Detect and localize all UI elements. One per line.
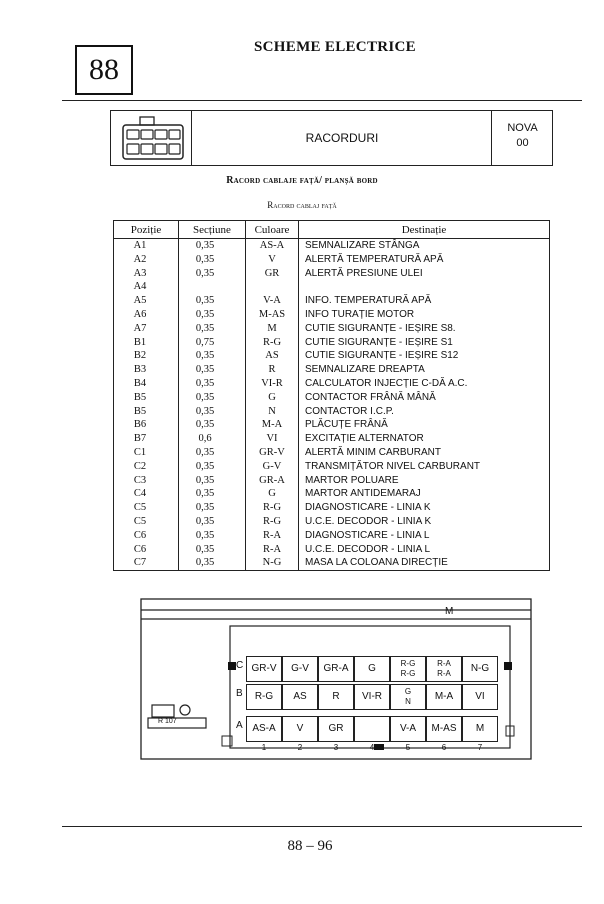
cell-section: 0,35 (179, 515, 246, 529)
connector-pin: GR (318, 716, 354, 742)
cell-destination: DIAGNOSTICARE - LINIA K (299, 501, 550, 515)
cell-section: 0,35 (179, 377, 246, 391)
cell-destination: CUTIE SIGURANȚE - IEȘIRE S12 (299, 349, 550, 363)
cell-section: 0,35 (179, 363, 246, 377)
header-color: Culoare (246, 221, 299, 239)
cell-color: N-G (246, 556, 299, 570)
connector-pin: N-G (462, 656, 498, 682)
cell-destination: INFO. TEMPERATURĂ APĂ (299, 294, 550, 308)
cell-position: B4 (114, 377, 179, 391)
table-row (114, 349, 550, 363)
cell-color: R-G (246, 336, 299, 350)
cell-destination: CALCULATOR INJECȚIE C-DĂ A.C. (299, 377, 550, 391)
table-row (114, 391, 550, 405)
table-row (114, 294, 550, 308)
table-row (114, 543, 550, 557)
cell-section: 0,35 (179, 529, 246, 543)
cell-position: B3 (114, 363, 179, 377)
cell-destination: EXCITAȚIE ALTERNATOR (299, 432, 550, 446)
table-row (114, 432, 550, 446)
table-row (114, 308, 550, 322)
cell-color: M-A (246, 418, 299, 432)
version-line-2: 00 (516, 137, 529, 149)
header-position: Poziție (114, 221, 179, 239)
table-row (114, 267, 550, 281)
cell-position: C6 (114, 543, 179, 557)
table-row (114, 322, 550, 336)
cell-section: 0,35 (179, 391, 246, 405)
cell-position: C1 (114, 446, 179, 460)
table-row (114, 405, 550, 419)
table-row (114, 529, 550, 543)
footer-page-number: 88 – 96 (287, 838, 333, 854)
cell-position: B6 (114, 418, 179, 432)
cell-position: A4 (114, 280, 179, 294)
version-cell (491, 111, 553, 165)
cell-destination: ALERTĂ TEMPERATURĂ APĂ (299, 253, 550, 267)
cell-position: B1 (114, 336, 179, 350)
column-number: 1 (261, 743, 267, 752)
cell-color: R-A (246, 543, 299, 557)
connector-pin: M (462, 716, 498, 742)
cell-color: AS-A (246, 239, 299, 253)
table-row (114, 336, 550, 350)
cell-destination: MARTOR POLUARE (299, 474, 550, 488)
cell-color: G (246, 391, 299, 405)
table-row (114, 556, 550, 570)
cell-color: V-A (246, 294, 299, 308)
cell-position: C5 (114, 501, 179, 515)
header-section: Secțiune (179, 221, 246, 239)
connector-diagram (140, 598, 532, 760)
cell-color: R-G (246, 515, 299, 529)
cell-color: GR-V (246, 446, 299, 460)
cell-color: M-AS (246, 308, 299, 322)
connector-pin: GR-V (246, 656, 282, 682)
table-header-row (114, 221, 550, 239)
section-title: Racord cablaje față/ planșă bord (226, 175, 378, 186)
diagram-top-label: M (445, 606, 454, 617)
cell-position: B2 (114, 349, 179, 363)
header-rule (62, 100, 582, 101)
cell-color: VI-R (246, 377, 299, 391)
connector-pin: G (354, 656, 390, 682)
diagram-side-label: R 107 (158, 718, 177, 725)
connector-pin: M-AS (426, 716, 462, 742)
table-row (114, 239, 550, 253)
cell-section: 0,35 (179, 487, 246, 501)
cell-color: R-G (246, 501, 299, 515)
cell-destination: CUTIE SIGURANȚE - IEȘIRE S1 (299, 336, 550, 350)
cell-destination: SEMNALIZARE STÂNGA (299, 239, 550, 253)
table-row (114, 418, 550, 432)
cell-destination: CONTACTOR FRÂNĂ MÂNĂ (299, 391, 550, 405)
cell-destination: MARTOR ANTIDEMARAJ (299, 487, 550, 501)
cell-position: A7 (114, 322, 179, 336)
cell-color: G-V (246, 460, 299, 474)
cell-destination: TRANSMIȚĂTOR NIVEL CARBURANT (299, 460, 550, 474)
cell-section: 0,35 (179, 239, 246, 253)
table-row (114, 474, 550, 488)
cell-section: 0,35 (179, 543, 246, 557)
cell-position: C7 (114, 556, 179, 570)
table-row (114, 253, 550, 267)
cell-destination (299, 280, 550, 294)
wiring-table (113, 220, 550, 571)
cell-section: 0,35 (179, 349, 246, 363)
row-letter: B (236, 688, 243, 699)
connector-icon (111, 111, 191, 165)
cell-destination: DIAGNOSTICARE - LINIA L (299, 529, 550, 543)
subsection-title: Racord cablaj față (267, 200, 337, 210)
cell-position: A5 (114, 294, 179, 308)
table-row (114, 487, 550, 501)
cell-destination: ALERTĂ PRESIUNE ULEI (299, 267, 550, 281)
row-letter: C (236, 660, 244, 671)
connector-pin: R-G (246, 684, 282, 710)
page-number-box: 88 (75, 45, 133, 95)
cell-color: VI (246, 432, 299, 446)
connector-pin: GR-A (318, 656, 354, 682)
column-number: 6 (441, 743, 447, 752)
column-number: 4 (369, 743, 375, 752)
cell-color: R-A (246, 529, 299, 543)
connector-pin: R-G R-G (390, 656, 426, 682)
cell-position: C6 (114, 529, 179, 543)
column-number: 5 (405, 743, 411, 752)
column-number: 7 (477, 743, 483, 752)
cell-position: B5 (114, 391, 179, 405)
connector-pin: G-V (282, 656, 318, 682)
table-row (114, 363, 550, 377)
connector-pin: M-A (426, 684, 462, 710)
connector-pin: V (282, 716, 318, 742)
cell-section (179, 280, 246, 294)
table-row (114, 446, 550, 460)
header-destination: Destinație (299, 221, 550, 239)
cell-color: R (246, 363, 299, 377)
footer-rule (62, 826, 582, 827)
cell-color: GR (246, 267, 299, 281)
column-number: 2 (297, 743, 303, 752)
cell-color: AS (246, 349, 299, 363)
connector-pin: VI (462, 684, 498, 710)
cell-destination: INFO TURAȚIE MOTOR (299, 308, 550, 322)
cell-position: C5 (114, 515, 179, 529)
cell-section: 0,35 (179, 267, 246, 281)
connector-pin: AS-A (246, 716, 282, 742)
cell-destination: CUTIE SIGURANȚE - IEȘIRE S8. (299, 322, 550, 336)
connector-pin: G N (390, 684, 426, 710)
cell-color: GR-A (246, 474, 299, 488)
connector-pin: AS (282, 684, 318, 710)
column-number: 3 (333, 743, 339, 752)
cell-destination: U.C.E. DECODOR - LINIA K (299, 515, 550, 529)
table-row (114, 280, 550, 294)
cell-position: A1 (114, 239, 179, 253)
connector-pin: V-A (390, 716, 426, 742)
connector-pin: VI-R (354, 684, 390, 710)
cell-destination: SEMNALIZARE DREAPTA (299, 363, 550, 377)
cell-color: N (246, 405, 299, 419)
info-box (110, 110, 553, 166)
cell-position: C4 (114, 487, 179, 501)
cell-section: 0,35 (179, 405, 246, 419)
connector-pin: R-A R-A (426, 656, 462, 682)
cell-position: C2 (114, 460, 179, 474)
cell-destination: PLĂCUȚE FRÂNĂ (299, 418, 550, 432)
cell-color: V (246, 253, 299, 267)
cell-section: 0,75 (179, 336, 246, 350)
cell-destination: MASA LA COLOANA DIRECȚIE (299, 556, 550, 570)
cell-destination: CONTACTOR I.C.P. (299, 405, 550, 419)
cell-position: B7 (114, 432, 179, 446)
cell-section: 0,35 (179, 446, 246, 460)
connector-icon-cell (111, 111, 192, 165)
cell-position: A2 (114, 253, 179, 267)
table-row (114, 515, 550, 529)
table-row (114, 377, 550, 391)
cell-position: C3 (114, 474, 179, 488)
connector-pin: R (318, 684, 354, 710)
table-row (114, 460, 550, 474)
table-body (114, 239, 550, 571)
cell-color: G (246, 487, 299, 501)
cell-section: 0,35 (179, 501, 246, 515)
cell-section: 0,35 (179, 460, 246, 474)
cell-section: 0,6 (179, 432, 246, 446)
cell-section: 0,35 (179, 556, 246, 570)
cell-section: 0,35 (179, 308, 246, 322)
table-row (114, 501, 550, 515)
cell-position: A6 (114, 308, 179, 322)
cell-position: A3 (114, 267, 179, 281)
cell-destination: ALERTĂ MINIM CARBURANT (299, 446, 550, 460)
cell-section: 0,35 (179, 418, 246, 432)
cell-position: B5 (114, 405, 179, 419)
page-title: SCHEME ELECTRICE (254, 39, 416, 55)
connector-pin (354, 716, 390, 742)
cell-destination: U.C.E. DECODOR - LINIA L (299, 543, 550, 557)
row-letter: A (236, 720, 243, 731)
info-label: RACORDURI (305, 131, 379, 145)
cell-color: M (246, 322, 299, 336)
cell-section: 0,35 (179, 253, 246, 267)
cell-color (246, 280, 299, 294)
cell-section: 0,35 (179, 294, 246, 308)
cell-section: 0,35 (179, 474, 246, 488)
version-line-1: NOVA (507, 122, 538, 134)
cell-section: 0,35 (179, 322, 246, 336)
